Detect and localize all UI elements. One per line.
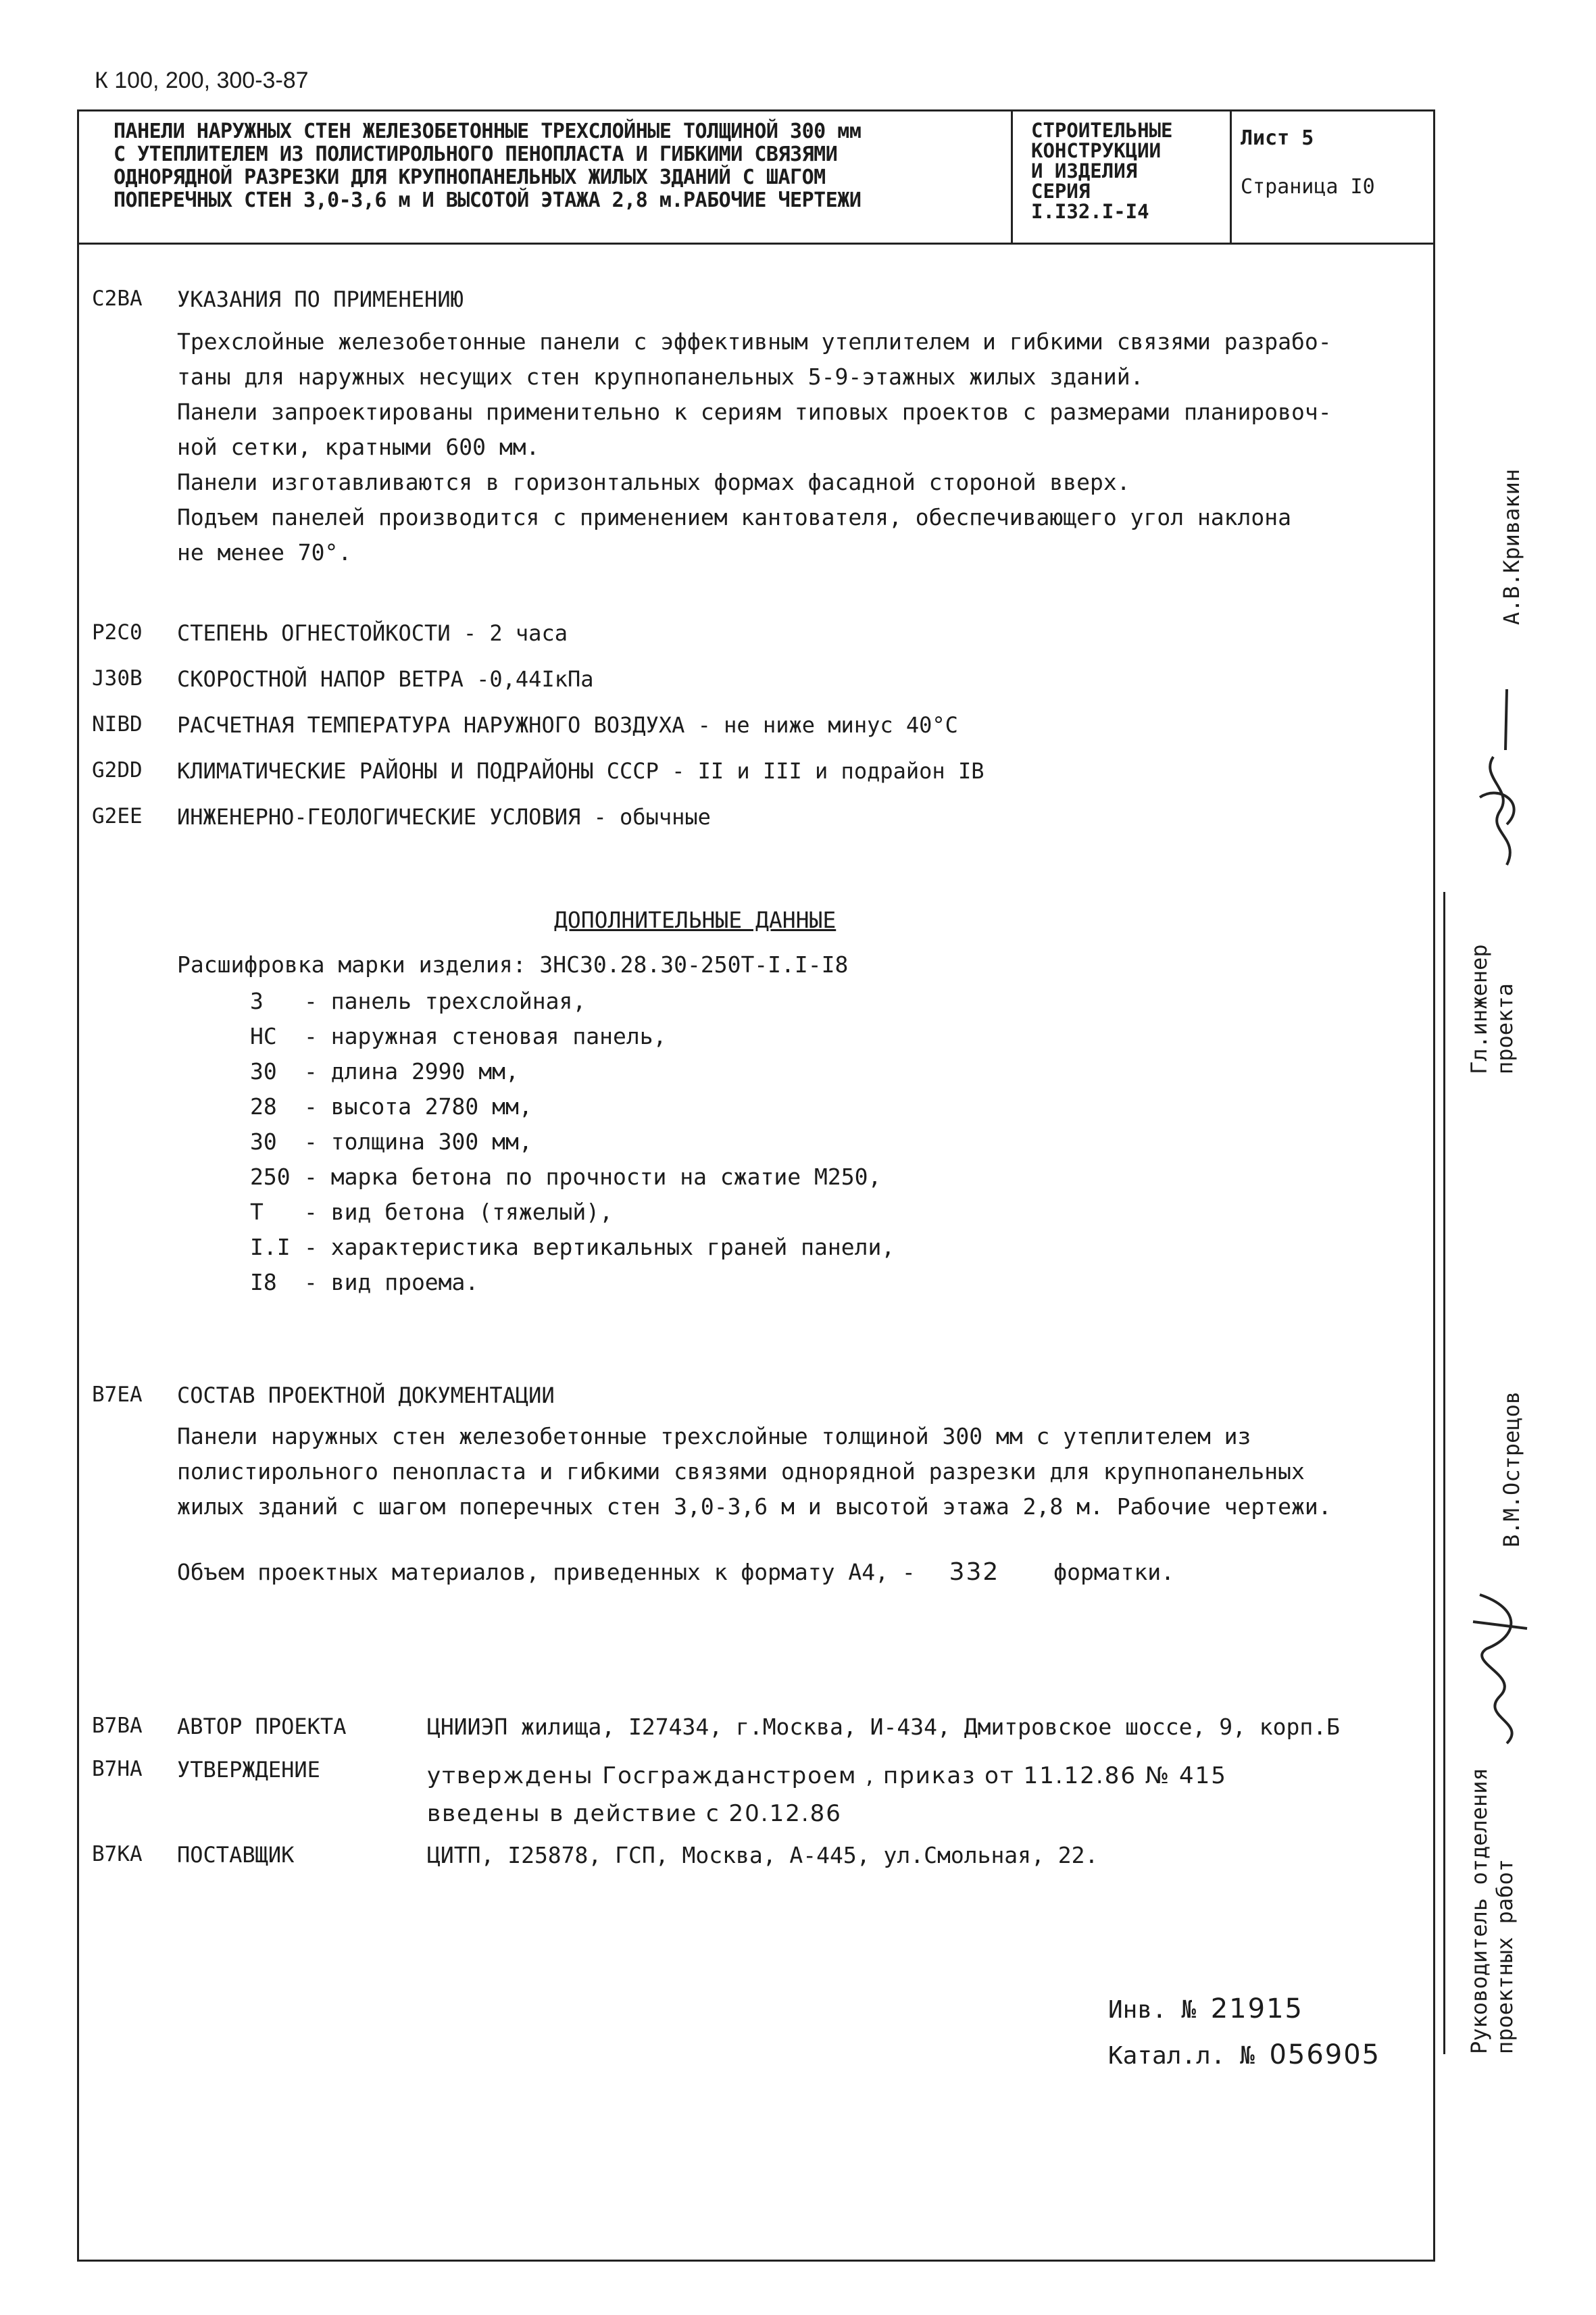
category-line: КОНСТРУКЦИИ — [1031, 139, 1162, 162]
param-fire-resistance: СТЕПЕНЬ ОГНЕСТОЙКОСТИ - 2 часа — [177, 620, 568, 646]
usage-line: не менее 70°. — [177, 539, 352, 566]
category-block — [1031, 120, 1173, 222]
param-code: NIBD — [92, 712, 143, 737]
author-text: ЦНИИЭП жилища, I27434, г.Москва, И-434, Дмитровское шоссе, 9, корп.Б — [427, 1714, 1341, 1740]
volume-label: Объем проектных материалов, приведенных к формату А4, - — [177, 1559, 916, 1585]
decoding-text: - длина 2990 мм, — [304, 1058, 519, 1085]
inventory-value: 21915 — [1210, 1993, 1303, 2024]
title-block — [77, 109, 1435, 245]
signer-title-1b: проекта — [1492, 983, 1518, 1074]
composition-line: жилых зданий с шагом поперечных стен 3,0-3,6 м и высотой этажа 2,8 м. Рабочие чертежи. — [177, 1493, 1332, 1520]
composition-heading: СОСТАВ ПРОЕКТНОЙ ДОКУМЕНТАЦИИ — [177, 1383, 555, 1408]
mark-decoding-intro: Расшифровка марки изделия: 3НС30.28.30-250Т-I.I-I8 — [177, 951, 849, 978]
inventory-number — [1108, 1993, 1303, 2024]
decoding-text: - марка бетона по прочности на сжатие М250, — [304, 1164, 882, 1190]
decoding-text: - характеристика вертикальных граней панели, — [304, 1234, 895, 1260]
decoding-code: 28 — [250, 1093, 277, 1120]
approval-order: утверждены Госгражданстроем , приказ от 11.12.86 № 415 — [427, 1762, 1227, 1789]
title-divider — [1230, 109, 1232, 245]
signer-title-1a: Гл.инженер — [1466, 944, 1492, 1074]
author-label: АВТОР ПРОЕКТА — [177, 1714, 347, 1739]
decoding-text: - вид проема. — [304, 1269, 479, 1295]
usage-line: ной сетки, кратными 600 мм. — [177, 434, 540, 460]
signer-name-1: А.В.Кривакин — [1499, 468, 1524, 625]
usage-code: C2BA — [92, 287, 143, 311]
param-geology: ИНЖЕНЕРНО-ГЕОЛОГИЧЕСКИЕ УСЛОВИЯ - обычные — [177, 804, 711, 830]
supplier-label: ПОСТАВЩИК — [177, 1842, 295, 1868]
param-code: J30B — [92, 666, 143, 691]
usage-line: Панели запроектированы применительно к сериям типовых проектов с размерами планировоч- — [177, 399, 1332, 425]
supplier-code: B7KA — [92, 1842, 143, 1866]
usage-line: Панели изготавливаются в горизонтальных формах фасадной стороной вверх. — [177, 469, 1130, 495]
volume-line — [177, 1558, 1174, 1586]
decoding-text: - высота 2780 мм, — [304, 1093, 532, 1120]
decoding-code: НС — [250, 1023, 277, 1049]
decoding-code: I.I — [250, 1234, 291, 1260]
decoding-code: 30 — [250, 1128, 277, 1155]
catalog-number — [1108, 2039, 1380, 2070]
composition-line: полистирольного пенопласта и гибкими связями однорядной разрезки для крупнопанельных — [177, 1458, 1305, 1485]
approval-code: B7HA — [92, 1757, 143, 1781]
usage-line: Трехслойные железобетонные панели с эффективным утеплителем и гибкими связями разрабо- — [177, 328, 1332, 355]
decoding-code: 3 — [250, 988, 264, 1014]
author-code: B7BA — [92, 1714, 143, 1738]
decoding-code: 30 — [250, 1058, 277, 1085]
series-number: I.I32.I-I4 — [1031, 200, 1149, 223]
document-code: К 100, 200, 300-3-87 — [95, 68, 309, 93]
decoding-text: - наружная стеновая панель, — [304, 1023, 667, 1049]
composition-line: Панели наружных стен железобетонные трехслойные толщиной 300 мм с утеплителем из — [177, 1423, 1251, 1449]
signer-title-2a: Руководитель отделения — [1466, 1768, 1492, 2054]
decoding-text: - панель трехслойная, — [304, 988, 587, 1014]
param-climate: КЛИМАТИЧЕСКИЕ РАЙОНЫ И ПОДРАЙОНЫ СССР - II и III и подрайон IВ — [177, 758, 984, 784]
title-line: ПОПЕРЕЧНЫХ СТЕН 3,0-3,6 м И ВЫСОТОЙ ЭТАЖА 2,8 м.РАБОЧИЕ ЧЕРТЕЖИ — [114, 189, 862, 212]
document-title — [114, 120, 861, 212]
signature-2 — [1460, 1581, 1541, 1770]
approval-label: УТВЕРЖДЕНИЕ — [177, 1757, 320, 1783]
usage-text — [177, 324, 1332, 570]
composition-text — [177, 1419, 1332, 1524]
category-line: СТРОИТЕЛЬНЫЕ — [1031, 119, 1173, 142]
param-wind-pressure: СКОРОСТНОЙ НАПОР ВЕТРА -0,44IкПа — [177, 666, 594, 692]
usage-heading: УКАЗАНИЯ ПО ПРИМЕНЕНИЮ — [177, 287, 464, 312]
decoding-text: - вид бетона (тяжелый), — [304, 1199, 613, 1225]
signer-name-2: В.М.Острецов — [1499, 1391, 1524, 1547]
usage-line: Подъем панелей производится с применением кантователя, обеспечивающего угол наклона — [177, 504, 1292, 530]
page-number: Страница I0 — [1241, 175, 1375, 199]
category-line: СЕРИЯ — [1031, 180, 1091, 203]
sheet-number: Лист 5 — [1241, 126, 1314, 150]
decoding-code: I8 — [250, 1269, 277, 1295]
decoding-code: Т — [250, 1199, 264, 1225]
inventory-label: Инв. № — [1108, 1996, 1197, 2024]
title-divider — [1011, 109, 1013, 245]
volume-number: 332 — [949, 1558, 1000, 1586]
margin-divider — [1443, 892, 1445, 2054]
volume-unit: форматки. — [1053, 1559, 1175, 1585]
decoding-text: - толщина 300 мм, — [304, 1128, 532, 1155]
param-code: G2DD — [92, 758, 143, 782]
composition-code: B7EA — [92, 1383, 143, 1407]
category-line: И ИЗДЕЛИЯ — [1031, 159, 1138, 182]
supplier-text: ЦИТП, I25878, ГСП, Москва, А-445, ул.Смольная, 22. — [427, 1842, 1099, 1868]
additional-heading: ДОПОЛНИТЕЛЬНЫЕ ДАННЫЕ — [554, 907, 837, 933]
catalog-value: 056905 — [1269, 2039, 1381, 2070]
approval-effective: введены в действие с 20.12.86 — [427, 1800, 842, 1827]
param-code: G2EE — [92, 804, 143, 828]
title-line: С УТЕПЛИТЕЛЕМ ИЗ ПОЛИСТИРОЛЬНОГО ПЕНОПЛАСТА И ГИБКИМИ СВЯЗЯМИ — [114, 143, 838, 166]
usage-line: таны для наружных несущих стен крупнопанельных 5-9-этажных жилых зданий. — [177, 364, 1144, 390]
title-line: ОДНОРЯДНОЙ РАЗРЕЗКИ ДЛЯ КРУПНОПАНЕЛЬНЫХ ЖИЛЫХ ЗДАНИЙ С ШАГОМ — [114, 166, 826, 189]
title-line: ПАНЕЛИ НАРУЖНЫХ СТЕН ЖЕЛЕЗОБЕТОННЫЕ ТРЕХСЛОЙНЫЕ ТОЛЩИНОЙ 300 мм — [114, 120, 862, 143]
param-code: P2C0 — [92, 620, 143, 645]
signer-title-2b: проектных работ — [1492, 1859, 1518, 2054]
param-temperature: РАСЧЕТНАЯ ТЕМПЕРАТУРА НАРУЖНОГО ВОЗДУХА - не ниже минус 40°С — [177, 712, 958, 738]
signature-1 — [1466, 676, 1541, 878]
decoding-code: 250 — [250, 1164, 291, 1190]
catalog-label: Катал.л. № — [1108, 2042, 1255, 2070]
